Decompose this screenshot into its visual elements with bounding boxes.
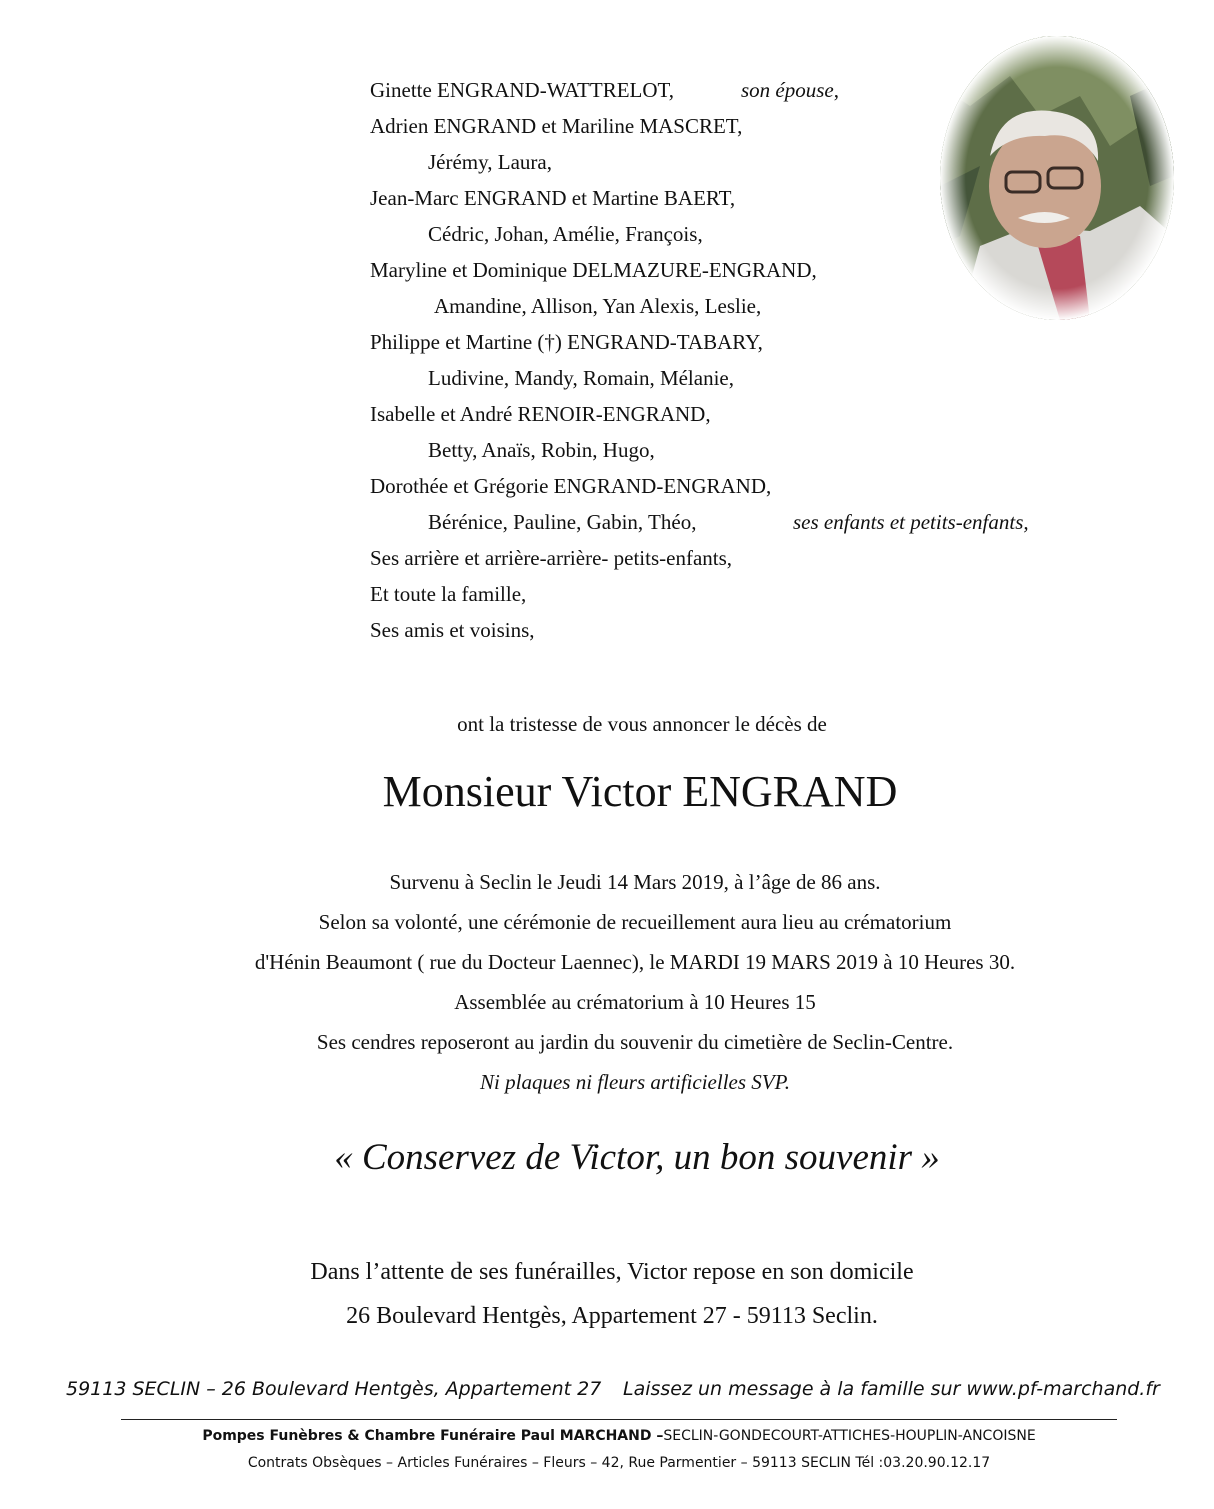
family-line: Adrien ENGRAND et Mariline MASCRET, — [370, 114, 743, 138]
detail-line: Selon sa volonté, une cérémonie de recueillement aura lieu au crématorium — [318, 910, 952, 934]
portrait-photo — [940, 36, 1174, 320]
footer-address: 59113 SECLIN – 26 Boulevard Hentgès, Appartement 27 — [66, 1378, 602, 1400]
detail-line-note: Ni plaques ni fleurs artificielles SVP. — [480, 1070, 790, 1094]
vigil-line: Dans l’attente de ses funérailles, Victor repose en son domicile — [310, 1259, 914, 1285]
family-line: Isabelle et André RENOIR-ENGRAND, — [370, 402, 711, 426]
family-line: Ludivine, Mandy, Romain, Mélanie, — [428, 366, 734, 390]
memorial-quote: « Conservez de Victor, un bon souvenir » — [334, 1137, 940, 1178]
detail-line: Survenu à Seclin le Jeudi 14 Mars 2019, à l’âge de 86 ans. — [389, 870, 881, 894]
company-places: SECLIN-GONDECOURT-ATTICHES-HOUPLIN-ANCOISNE — [663, 1428, 1036, 1444]
family-line: Ses arrière et arrière-arrière- petits-enfants, — [370, 546, 733, 570]
family-line: Jean-Marc ENGRAND et Martine BAERT, — [370, 186, 736, 210]
detail-line: Assemblée au crématorium à 10 Heures 15 — [454, 990, 816, 1014]
company-name: Pompes Funèbres & Chambre Funéraire Paul MARCHAND – — [202, 1428, 664, 1444]
detail-line: d'Hénin Beaumont ( rue du Docteur Laennec), le MARDI 19 MARS 2019 à 10 Heures 30. — [254, 950, 1016, 974]
family-line — [370, 504, 1090, 540]
ceremony-details — [0, 862, 1214, 1102]
family-line: Betty, Anaïs, Robin, Hugo, — [428, 438, 655, 462]
family-line: Cédric, Johan, Amélie, François, — [428, 222, 703, 246]
footer-company — [0, 1428, 1214, 1444]
portrait-vignette — [940, 36, 1174, 320]
vigil-info — [0, 1250, 1214, 1338]
family-line: Amandine, Allison, Yan Alexis, Leslie, — [434, 294, 762, 318]
vigil-line: 26 Boulevard Hentgès, Appartement 27 - 59113 Seclin. — [346, 1303, 878, 1329]
role-children: ses enfants et petits-enfants, — [793, 510, 1029, 534]
announcement: ont la tristesse de vous annoncer le décès de — [457, 712, 827, 736]
family-line: Dorothée et Grégorie ENGRAND-ENGRAND, — [370, 474, 772, 498]
deceased-name: Monsieur Victor ENGRAND — [382, 767, 898, 816]
family-line: Ses amis et voisins, — [370, 618, 535, 642]
footer-address-row — [66, 1378, 1166, 1400]
family-line-text: Bérénice, Pauline, Gabin, Théo, — [428, 510, 697, 534]
family-line: Philippe et Martine (†) ENGRAND-TABARY, — [370, 330, 763, 354]
footer-divider — [121, 1419, 1117, 1420]
role-spouse: son épouse, — [741, 78, 839, 102]
family-line-text: Ginette ENGRAND-WATTRELOT, — [370, 78, 675, 102]
family-line: Maryline et Dominique DELMAZURE-ENGRAND, — [370, 258, 817, 282]
detail-line: Ses cendres reposeront au jardin du souvenir du cimetière de Seclin-Centre. — [316, 1030, 954, 1054]
family-line: Jérémy, Laura, — [428, 150, 552, 174]
footer-contact: Contrats Obsèques – Articles Funéraires – Fleurs – 42, Rue Parmentier – 59113 SECLIN Tél :03.20.90.12.17 — [247, 1455, 991, 1471]
family-line: Et toute la famille, — [370, 582, 527, 606]
footer-message-link[interactable]: Laissez un message à la famille sur www.pf-marchand.fr — [623, 1378, 1160, 1400]
